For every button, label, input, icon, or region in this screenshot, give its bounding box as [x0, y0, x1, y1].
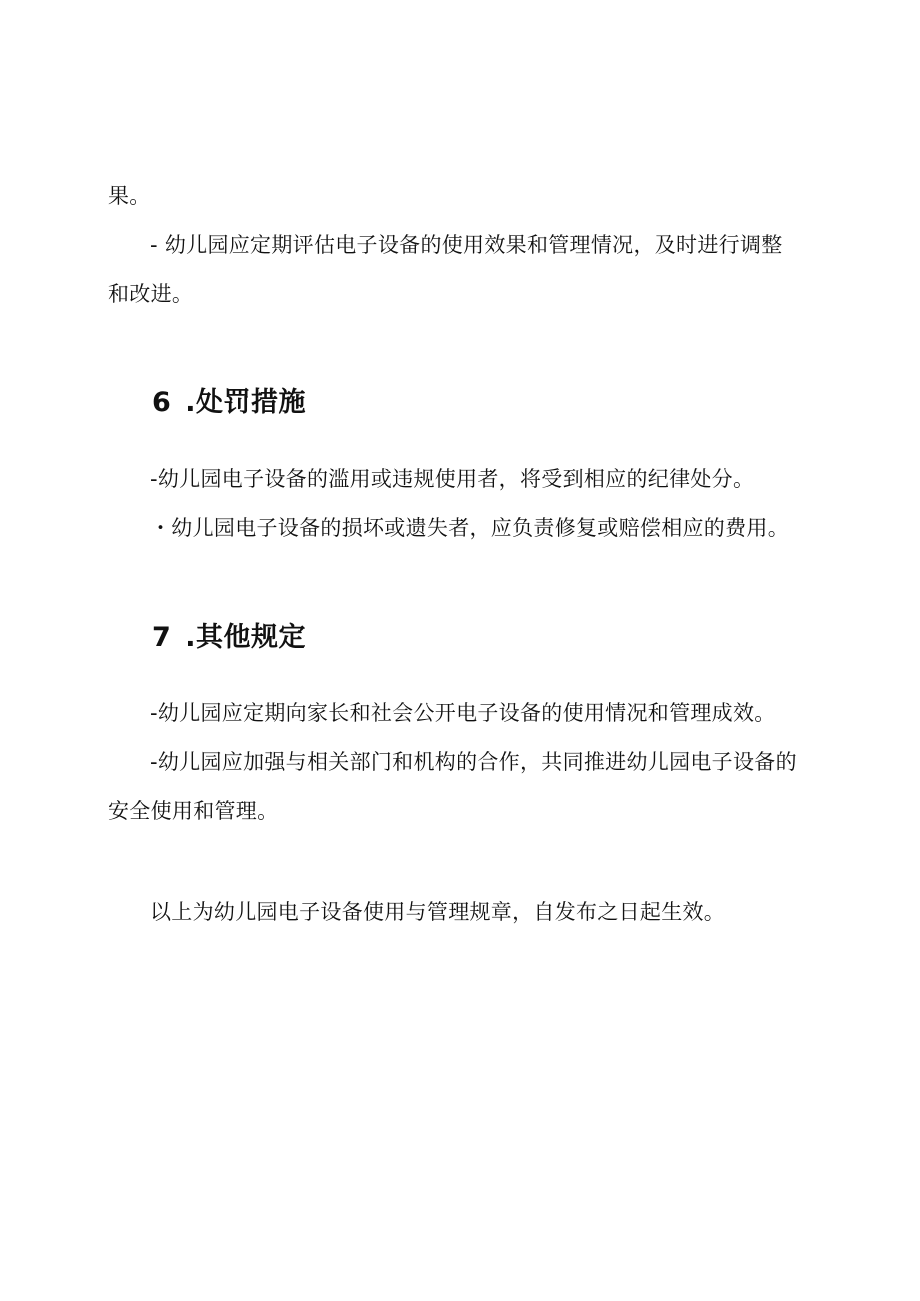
section-6-item-2: ・幼儿园电子设备的损坏或遗失者，应负责修复或赔偿相应的费用。	[150, 516, 789, 540]
section-7-item-2-line1: -幼儿园应加强与相关部门和机构的合作，共同推进幼儿园电子设备的	[150, 750, 797, 774]
paragraph-evaluation-line2: 和改进。	[108, 282, 194, 306]
section-6-item-1: -幼儿园电子设备的滥用或违规使用者，将受到相应的纪律处分。	[150, 467, 755, 491]
closing-statement: 以上为幼儿园电子设备使用与管理规章，自发布之日起生效。	[150, 900, 726, 924]
section-7-title: .其他规定	[185, 622, 307, 653]
paragraph-tail: 果。	[108, 184, 151, 208]
section-6-number: 6	[152, 387, 172, 418]
section-6-heading	[152, 385, 306, 421]
section-7-item-2-line2: 安全使用和管理。	[108, 799, 279, 823]
section-6-title: .处罚措施	[185, 387, 307, 418]
section-7-heading	[152, 620, 306, 656]
section-7-number: 7	[152, 622, 172, 653]
section-7-item-1: -幼儿园应定期向家长和社会公开电子设备的使用情况和管理成效。	[150, 701, 776, 725]
paragraph-evaluation-line1: - 幼儿园应定期评估电子设备的使用效果和管理情况，及时进行调整	[150, 233, 783, 257]
